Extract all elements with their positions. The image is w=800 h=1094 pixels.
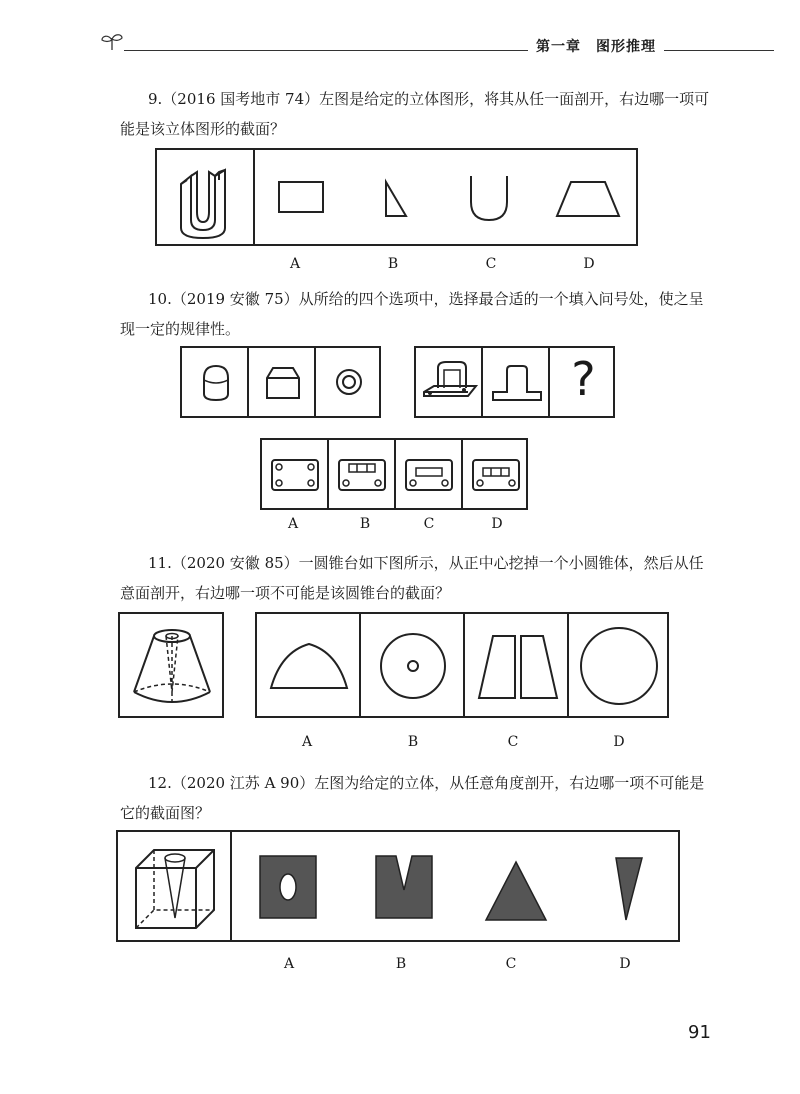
q12-solid-cell	[118, 832, 232, 940]
q10-option-b	[329, 440, 396, 508]
q9-label-d: D	[583, 256, 595, 272]
q10-option-a-plate	[262, 440, 329, 508]
q10-label-b: B	[359, 516, 371, 532]
q12-option-d-inverted-triangle	[612, 854, 652, 924]
q9-option-a-rectangle	[277, 180, 327, 220]
question-10-text: 10.（2019 安徽 75）从所给的四个选项中，选择最合适的一个填入问号处，使之呈现一定的规律性。	[120, 290, 704, 338]
q11-option-c	[465, 614, 569, 716]
q12-label-c: C	[505, 956, 517, 972]
q10-cell-question	[550, 348, 617, 416]
header-rule	[124, 50, 774, 51]
sprout-icon	[100, 30, 124, 52]
q10-cell-5	[483, 348, 550, 416]
q12-option-b-notched-square	[374, 854, 438, 924]
q10-option-c	[396, 440, 463, 508]
q11-option-b	[361, 614, 465, 716]
q10-options	[260, 438, 528, 510]
base-with-arch-icon	[416, 348, 483, 416]
question-11-text: 11.（2020 安徽 85）一圆锥台如下图所示，从正中心挖掉一个小圆锥体，然后从任意面剖开，右边哪一项不可能是该圆锥台的截面？	[120, 554, 704, 602]
q10-option-c-plate	[396, 440, 463, 508]
q12-option-a-square-with-hole	[258, 854, 322, 924]
t-shape-icon	[483, 348, 550, 416]
question-9-text: 9.（2016 国考地市 74）左图是给定的立体图形，将其从任一面剖开，右边哪一项可能是该立体图形的截面？	[120, 90, 710, 138]
q11-option-c-split-trapezoid	[465, 614, 569, 716]
q11-solid-box	[118, 612, 224, 718]
dome-cylinder-icon	[182, 348, 249, 416]
q12-label-b: B	[395, 956, 407, 972]
u-shape-solid-icon	[157, 150, 255, 244]
q11-option-d-circle	[569, 614, 671, 716]
q10-label-a: A	[287, 516, 299, 532]
q10-option-b-plate	[329, 440, 396, 508]
q9-option-b-triangle	[382, 180, 412, 220]
q11-option-b-circle-with-dot	[361, 614, 465, 716]
q10-option-a	[262, 440, 329, 508]
q9-label-c: C	[485, 256, 497, 272]
question-9-figure	[155, 148, 638, 246]
truncated-cone-icon	[120, 614, 226, 720]
q11-options	[255, 612, 669, 718]
q9-label-a: A	[289, 256, 301, 272]
q9-option-c-arch-shape	[467, 174, 513, 224]
q9-option-d-trapezoid	[555, 180, 625, 222]
q11-option-a	[257, 614, 361, 716]
q10-option-d	[463, 440, 530, 508]
q11-option-d	[569, 614, 671, 716]
q12-option-c-triangle	[482, 858, 552, 928]
q10-option-d-plate	[463, 440, 530, 508]
q11-label-b: B	[407, 734, 419, 750]
question-mark: ?	[571, 352, 596, 406]
q11-label-a: A	[301, 734, 313, 750]
q9-solid-cell	[157, 150, 255, 244]
ring-icon	[316, 348, 383, 416]
chapter-title: 第一章 图形推理	[528, 36, 664, 56]
question-12-text: 12.（2020 江苏 A 90）左图为给定的立体，从任意角度剖开，右边哪一项不可能是它的截面图？	[120, 774, 705, 822]
q10-left-group	[180, 346, 381, 418]
q10-right-group	[414, 346, 615, 418]
block-icon	[249, 348, 316, 416]
q12-label-a: A	[283, 956, 295, 972]
q12-label-d: D	[619, 956, 631, 972]
q11-option-a-segment	[257, 614, 361, 716]
question-12-figure	[116, 830, 680, 942]
q11-label-d: D	[613, 734, 625, 750]
q10-cell-1	[182, 348, 249, 416]
q10-cell-4	[416, 348, 483, 416]
q10-cell-3	[316, 348, 383, 416]
q10-label-c: C	[423, 516, 435, 532]
q11-label-c: C	[507, 734, 519, 750]
q10-cell-2	[249, 348, 316, 416]
q9-label-b: B	[387, 256, 399, 272]
page-number: 91	[688, 1022, 711, 1043]
cube-with-cone-hole-icon	[118, 832, 232, 940]
q10-label-d: D	[491, 516, 503, 532]
